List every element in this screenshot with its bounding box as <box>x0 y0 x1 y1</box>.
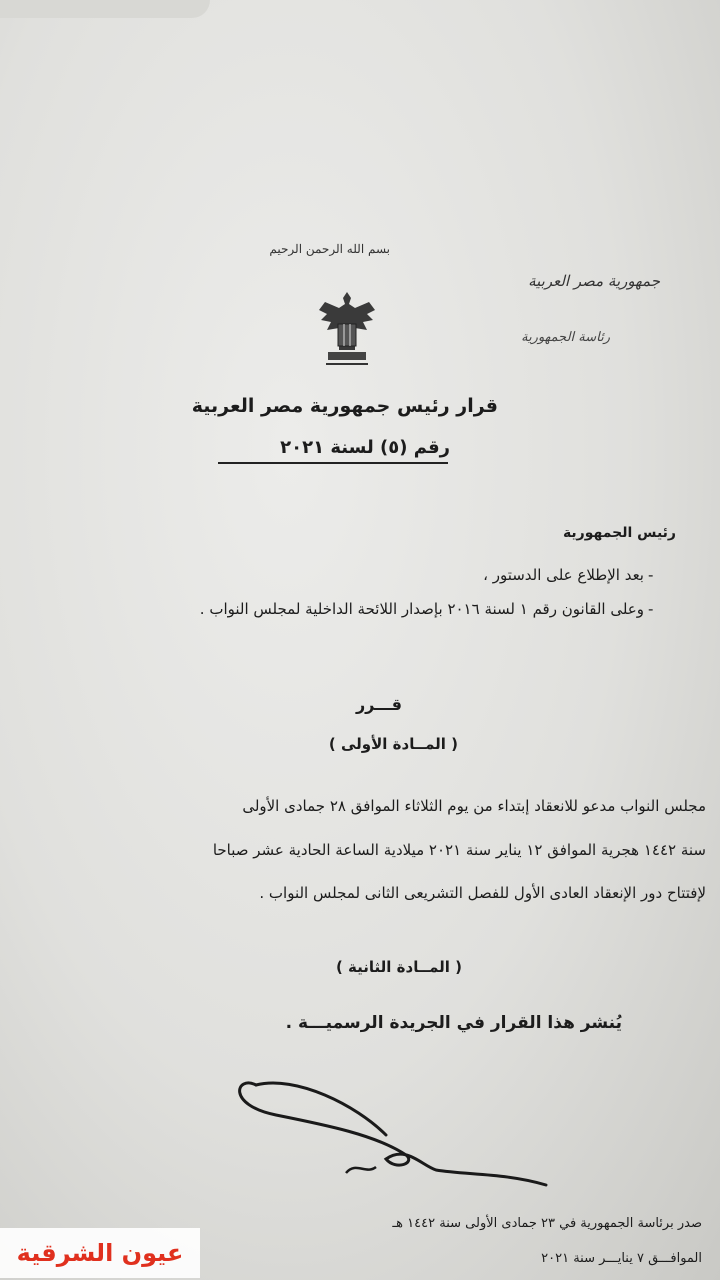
decree-title: قرار رئيس جمهورية مصر العربية <box>191 395 498 417</box>
dated-line: الموافـــق ٧ ينايـــر سنة ٢٠٢١ <box>541 1251 702 1266</box>
preamble-item-1: بعد الإطلاع على الدستور ، <box>483 566 644 584</box>
basmala: بسم الله الرحمن الرحيم <box>269 242 390 256</box>
preamble-dash-1: - <box>648 566 654 584</box>
watermark-logo: عيون الشرقية <box>0 1228 200 1278</box>
decree-number: رقم (٥) لسنة ٢٠٢١ <box>280 437 450 458</box>
article-1-line-3: لإفتتاح دور الإنعقاد العادى الأول للفصل التشريعى الثانى لمجلس النواب . <box>259 884 706 902</box>
title-underline <box>218 462 448 464</box>
torn-paper-corner <box>0 0 210 18</box>
article-1-heading: ( المــادة الأولى ) <box>328 735 458 753</box>
signature <box>236 1075 556 1195</box>
presidency-office: رئاسة الجمهورية <box>521 330 610 345</box>
preamble-item-2: وعلى القانون رقم ١ لسنة ٢٠١٦ بإصدار اللائحة الداخلية لمجلس النواب . <box>199 600 644 618</box>
article-1-line-1: مجلس النواب مدعو للانعقاد إبتداء من يوم الثلاثاء الموافق ٢٨ جمادى الأولى <box>242 797 706 815</box>
preamble-president: رئيس الجمهورية <box>562 525 676 541</box>
preamble-dash-2: - <box>648 600 654 618</box>
decided-heading: قـــرر <box>355 695 402 714</box>
state-name: جمهورية مصر العربية <box>528 272 660 290</box>
issued-line: صدر برئاسة الجمهورية في ٢٣ جمادى الأولى سنة ١٤٤٢ هـ <box>392 1216 702 1231</box>
eagle-emblem-icon <box>316 288 378 368</box>
article-2-text: يُنشر هذا القرار في الجريدة الرسميـــة . <box>285 1013 622 1033</box>
article-1-line-2: سنة ١٤٤٢ هجرية الموافق ١٢ يناير سنة ٢٠٢١ ميلادية الساعة الحادية عشر صباحا <box>212 841 706 859</box>
article-2-heading: ( المــادة الثانية ) <box>335 958 462 976</box>
